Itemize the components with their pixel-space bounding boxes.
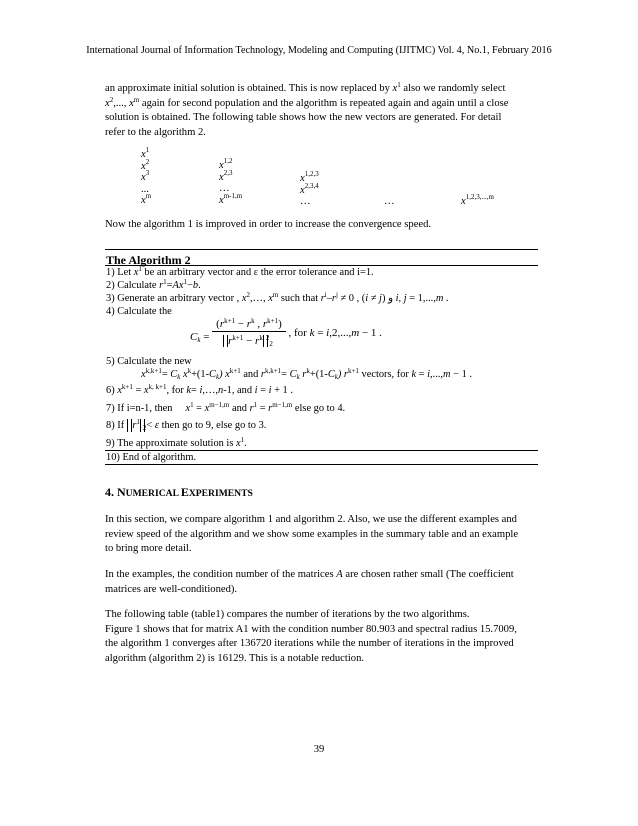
algorithm-title: The Algorithm 2 bbox=[106, 253, 191, 267]
ck-fraction bbox=[212, 318, 286, 347]
ck-formula: $C_k$ = $\frac{(r^{k+1} - r^k , r^{k+1})}{r^{k+1} - r^k ^2_2}$ , for k = i,2,...,m − 1 . bbox=[190, 317, 382, 348]
algorithm-step-3: 3) Generate an arbitrary vector , $x^2,\dots$, $x^m$ such that $r^i-r^j \ne 0$ , (i ≠ j) و i, j = 1,...,m . bbox=[106, 291, 449, 304]
running-header: International Journal of Information Technology, Modeling and Computing (IJITMC) Vol. 4, No.1, February 2016 bbox=[86, 45, 552, 56]
vector-column-2: $x^{1,2}$ $x^{2,3}$ … $x^{m-1,m}$ bbox=[219, 157, 243, 206]
intro-line-2: $x^2$,..., $x^m$ again for second population and the algorithm is repeated again and again until a close bbox=[105, 95, 509, 109]
page-number: 39 bbox=[313, 744, 325, 755]
algorithm-step-6: 6) $x^{k+1} = x^{k, k+1}$, for k= i,…,n-1, and i = i + 1 . bbox=[106, 383, 293, 396]
algorithm-step-9: 9) The approximate solution is $x^1$. bbox=[106, 436, 247, 449]
algorithm-step-8: 8) If $r^1_2< \varepsilon$ then go to 9, else go to 3. bbox=[106, 418, 267, 432]
algorithm-step-5-formula: $x^{k,k+1}= C_k$ $x^k+(1-C_k)$ $x^{k+1}$ and $r^{k,k+1}= C_k$ $r^k+(1-C_k)$ $r^{k+1}$ vectors, for k = i,...,m − 1 . bbox=[141, 367, 472, 381]
body-paragraph-2: In the examples, the condition number of the matrices A are chosen rather small (The coefficient matrices are well-conditioned). bbox=[105, 569, 514, 595]
algorithm-step-1: 1) Let $x^1$ be an arbitrary vector and ε the error tolerance and i=1. bbox=[106, 265, 374, 278]
algorithm-step-5: 5) Calculate the new bbox=[106, 356, 192, 367]
algorithm-bottom-rule bbox=[105, 464, 538, 465]
ck-denominator: $r^{k+1} - r^k$ $^2_2$ bbox=[212, 331, 286, 347]
intro-paragraph bbox=[105, 82, 535, 140]
vector-column-3: $x^{1,2,3}$ $x^{2,3,4}$ … bbox=[300, 170, 319, 208]
algorithm-step-10: 10) End of algorithm. bbox=[106, 452, 197, 463]
intro-line-4: refer to the algorithm 2. bbox=[105, 126, 206, 138]
section-heading: 4. NUMERICAL EXPERIMENTS bbox=[105, 485, 253, 499]
ck-numerator: ($r^{k+1} - r^k$ , $r^{k+1}$) bbox=[216, 317, 282, 330]
residual-norm: $r^1$ bbox=[129, 419, 143, 432]
algorithm-step-7: 7) If i=n-1, then $x^1 = x^{m-1,m}$ and $r^1 = r^{m-1,m}$ else go to 4. bbox=[106, 401, 346, 414]
algorithm-top-rule bbox=[105, 249, 538, 250]
intro-line-1: an approximate initial solution is obtained. This is now replaced by $x^1$ also we randomly select bbox=[105, 81, 506, 94]
vector-column-4-dots: … bbox=[384, 196, 395, 207]
vector-column-1: $x^1$ $x^2$ $x^3$ ... $x^m$ bbox=[141, 146, 152, 207]
body-paragraph-3: The following table (table1) compares the number of iterations by the two algorithms. Figure 1 shows that for matrix A1 with the condition number 80.903 and spectral radius 15.7009, the algorithm 1 converges after 136720 iterations while the number of iterations in the improved algorithm (algorithm 2) is 16129. This is a notable reduction. bbox=[105, 609, 517, 664]
after-table-text: Now the algorithm 1 is improved in order to increase the convergence speed. bbox=[105, 219, 432, 230]
algorithm-step-4: 4) Calculate the bbox=[106, 306, 172, 317]
body-paragraph-1: In this section, we compare algorithm 1 and algorithm 2. Also, we use the different examples and review speed of the algorithm and we show some examples in the summary table and an example to bring more detail. bbox=[105, 514, 519, 554]
algorithm-step-2: 2) Calculate $r^1=Ax^1-b$. bbox=[106, 278, 201, 291]
intro-line-3: solution is obtained. The following table shows how the new vectors are generated. For detail bbox=[105, 112, 502, 123]
vector-column-5: $x^{1,2,3,...,m}$ bbox=[461, 193, 494, 207]
